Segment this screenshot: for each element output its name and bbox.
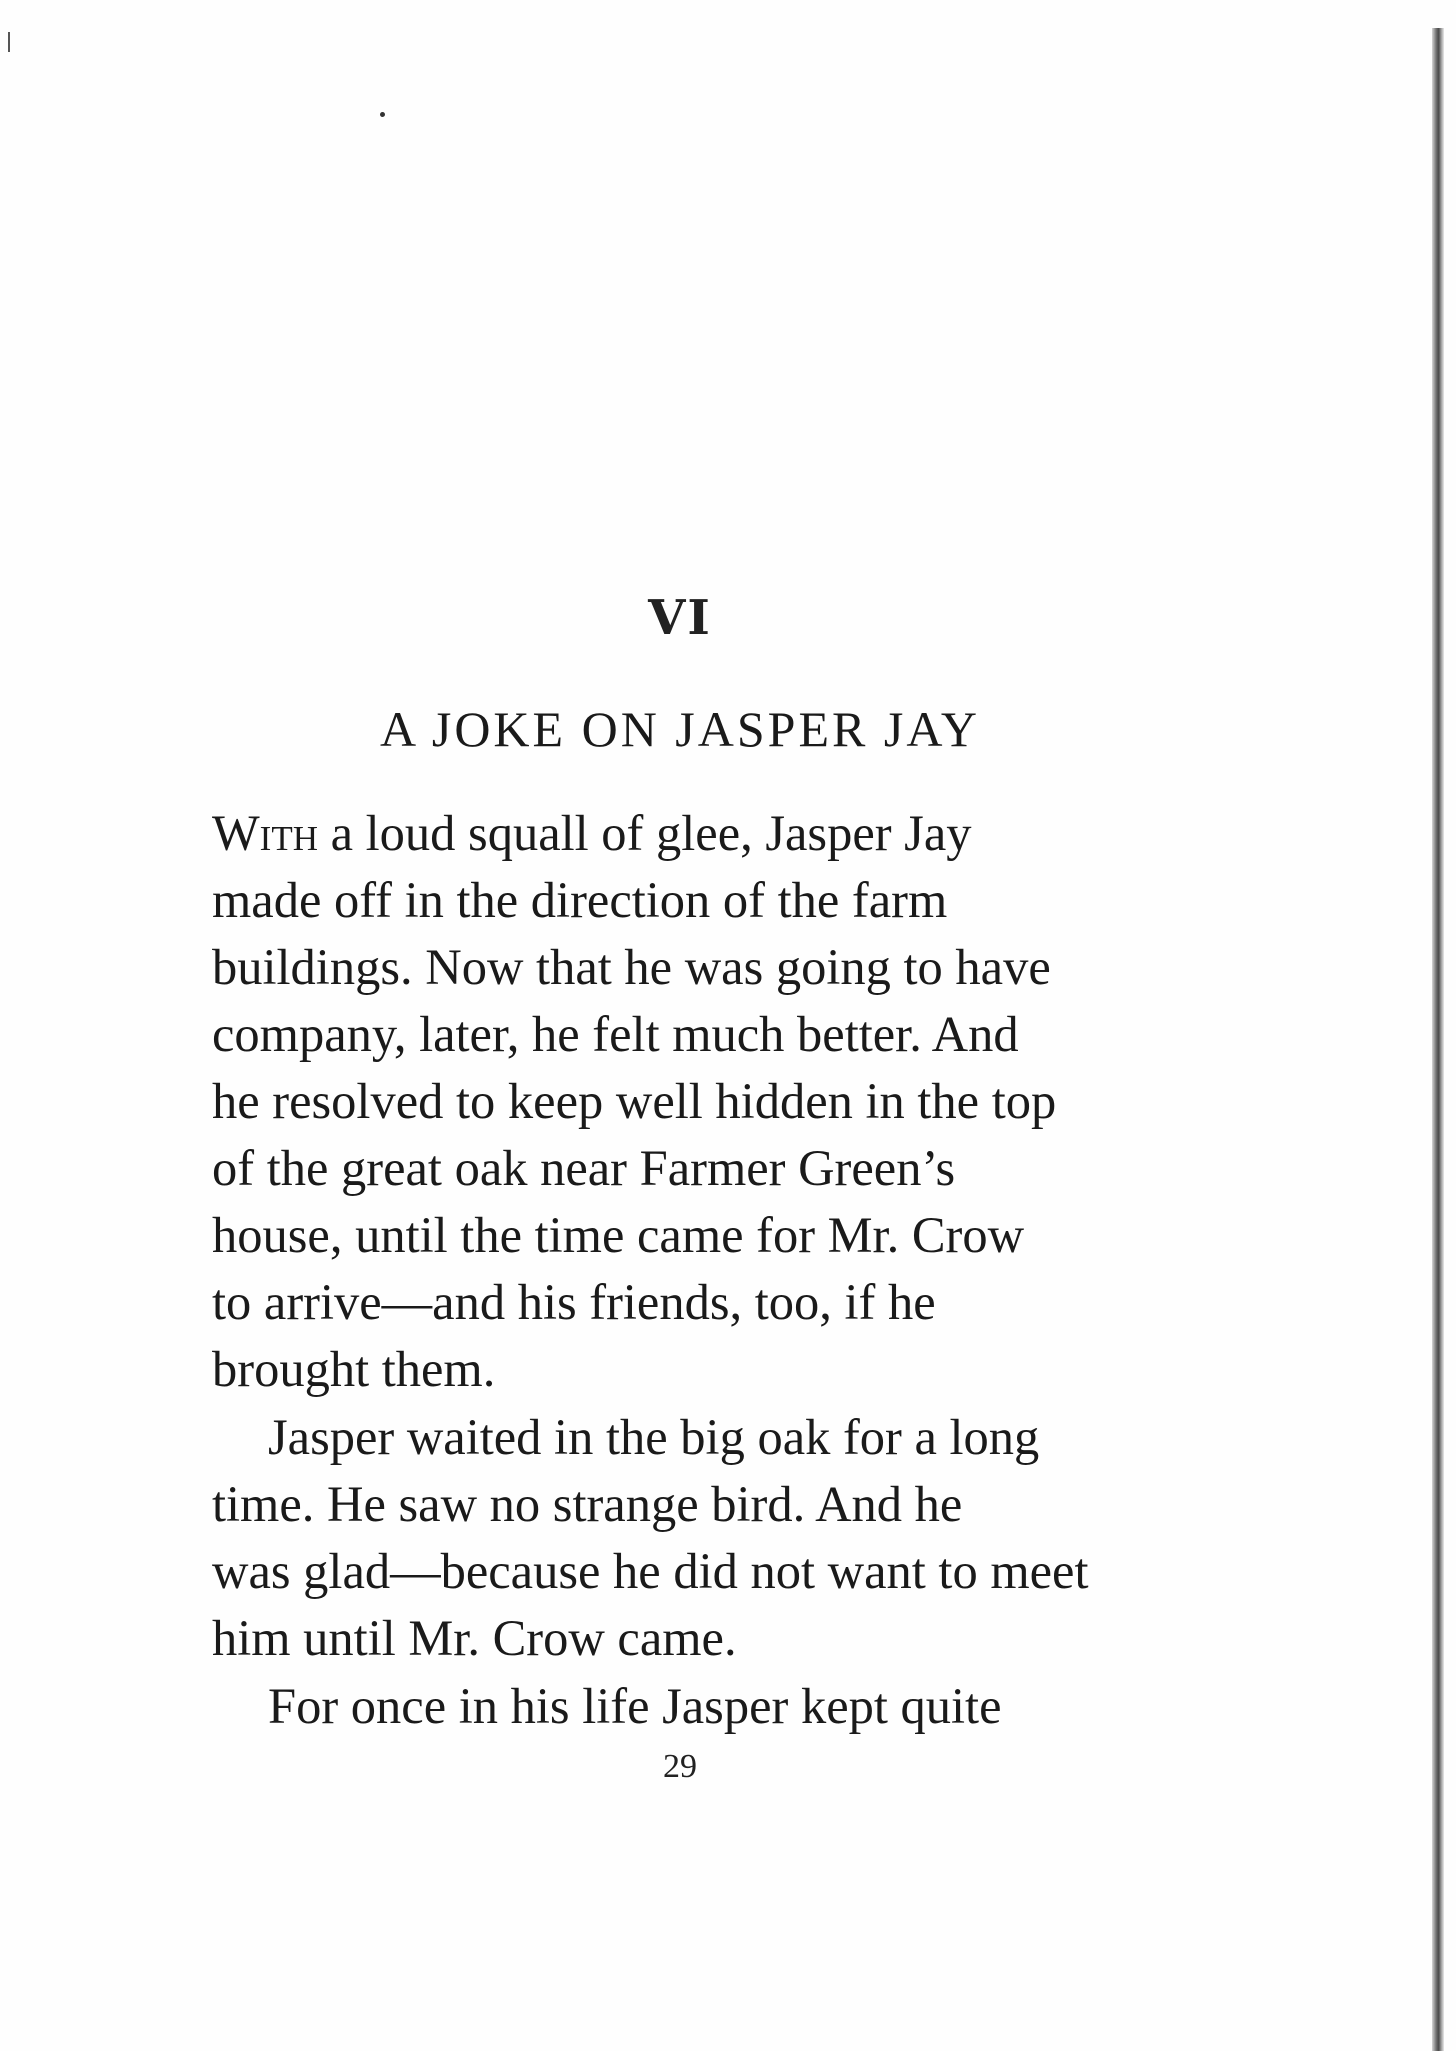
text-line: time. He saw no strange bird. And he (212, 1476, 963, 1532)
paragraph-2 (212, 1404, 1164, 1672)
text-fragment: a loud squall of glee, Jasper Jay (330, 805, 972, 861)
text-line: house, until the time came for Mr. Crow (212, 1207, 1025, 1263)
text-line: company, later, he felt much better. And (212, 1006, 1019, 1062)
text-line: Jasper waited in the big oak for a long (268, 1409, 1040, 1465)
text-line: of the great oak near Farmer Green’s (212, 1140, 956, 1196)
text-line: he resolved to keep well hidden in the top (212, 1073, 1057, 1129)
text-line: to arrive—and his friends, too, if he (212, 1274, 936, 1330)
page-number: 29 (663, 1748, 697, 1785)
text-line: him until Mr. Crow came. (212, 1610, 737, 1666)
paragraph-1 (212, 800, 1164, 1403)
text-line (212, 800, 1164, 867)
binding-edge (1432, 28, 1444, 2051)
text-line: buildings. Now that he was going to have (212, 939, 1051, 995)
text-line: was glad—because he did not want to meet (212, 1543, 1089, 1599)
chapter-number: VI (648, 590, 712, 646)
ink-speck (380, 112, 385, 117)
text-line: brought them. (212, 1341, 496, 1397)
text-line: made off in the direction of the farm (212, 872, 948, 928)
paragraph-3 (212, 1673, 1164, 1740)
margin-mark (8, 32, 10, 52)
opening-word: With (212, 805, 318, 861)
chapter-title: A JOKE ON JASPER JAY (380, 701, 980, 757)
text-line: For once in his life Jasper kept quite (268, 1678, 1002, 1734)
